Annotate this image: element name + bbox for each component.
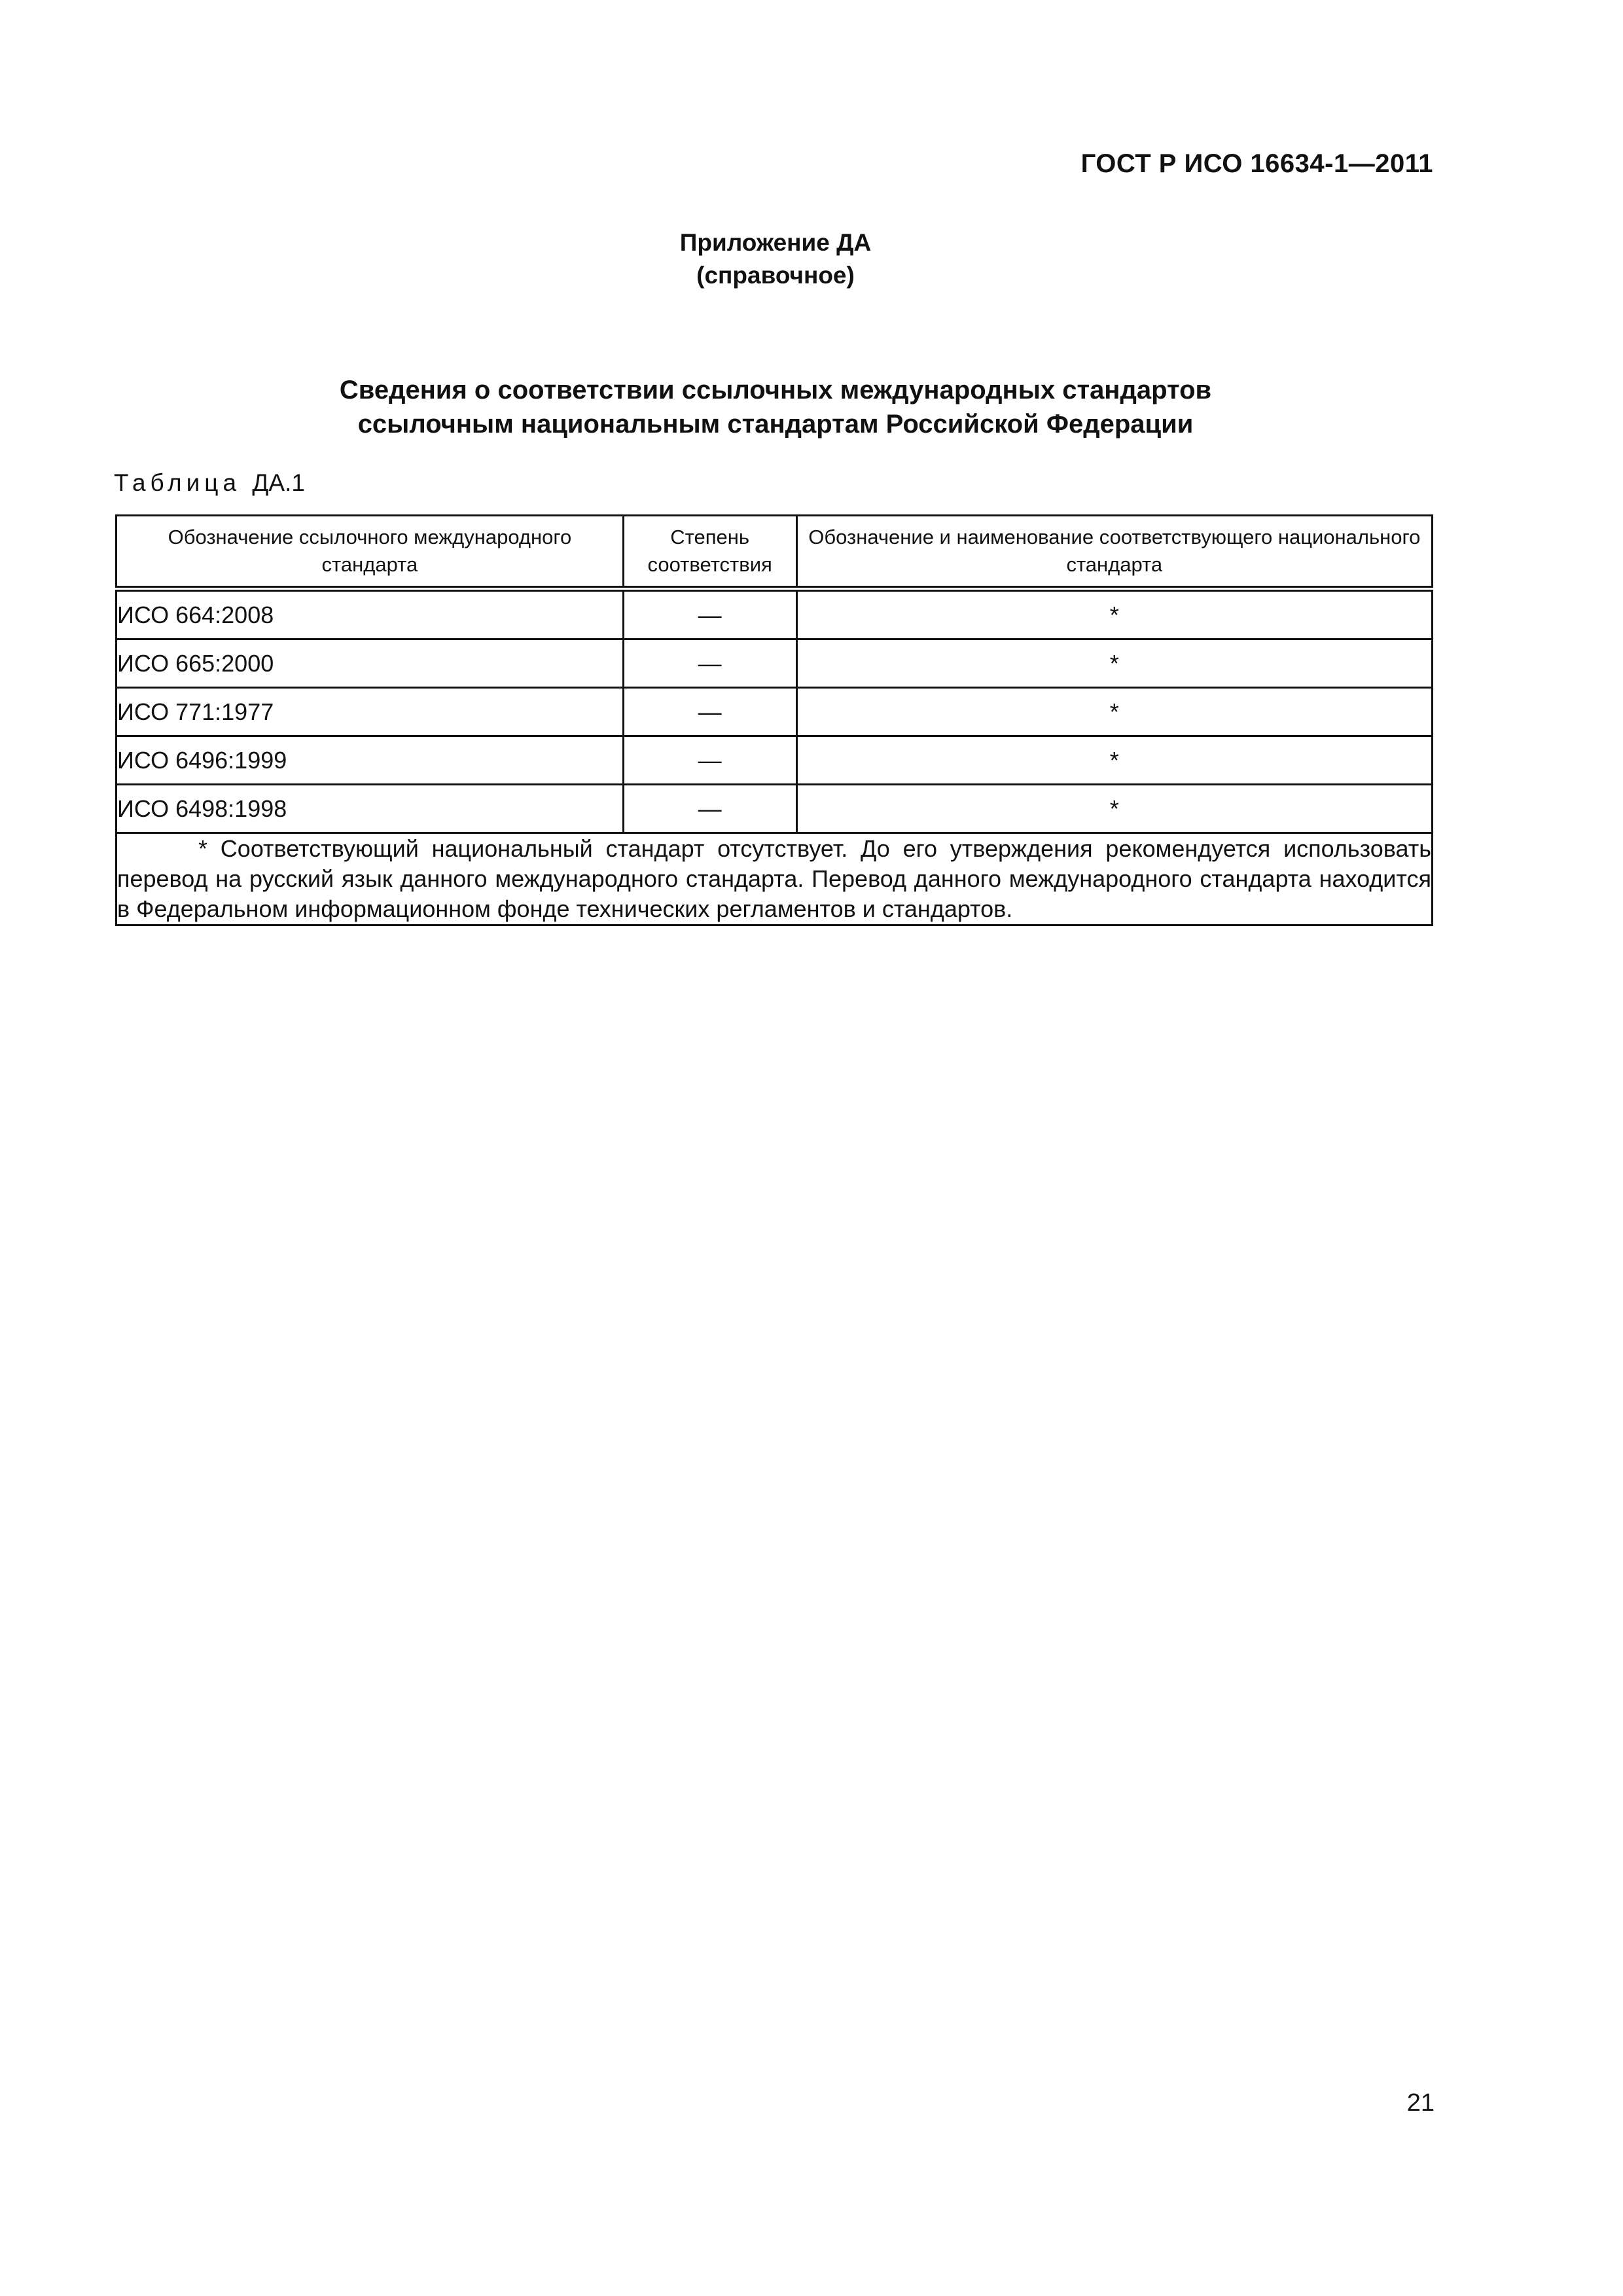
correspondence-degree-cell: —: [623, 785, 796, 833]
national-standard-cell: *: [796, 589, 1432, 639]
national-standard-cell: *: [796, 639, 1432, 688]
international-standard-cell: ИСО 771:1977: [116, 688, 624, 736]
appendix-heading: [0, 226, 1551, 292]
international-standard-cell: ИСО 6498:1998: [116, 785, 624, 833]
correspondence-degree-cell: —: [623, 639, 796, 688]
table-row: [116, 736, 1433, 785]
appendix-subtitle: (справочное): [696, 262, 855, 289]
column-header-national-standard: Обозначение и наименование соответствующего национального стандарта: [796, 516, 1432, 589]
table-footnote: [116, 833, 1433, 925]
document-code: ГОСТ Р ИСО 16634-1—2011: [1080, 149, 1433, 178]
correspondence-table: [115, 514, 1433, 926]
table-caption-label: Таблица: [114, 469, 241, 496]
footnote-text: * Соответствующий национальный стандарт отсутствует. До его утверждения рекомендуется использовать перевод на русский язык данного международного стандарта. Перевод данного международного стандарта находится в Федеральном информационном фонде технических регламентов и стандартов.: [117, 835, 1431, 922]
page-number: 21: [1406, 2089, 1435, 2117]
table-caption-number: ДА.1: [252, 469, 305, 496]
international-standard-cell: ИСО 664:2008: [116, 589, 624, 639]
table-row: [116, 589, 1433, 639]
table-footnote-row: [116, 833, 1433, 925]
column-header-correspondence-degree: Степень соответствия: [623, 516, 796, 589]
table-caption: [114, 469, 305, 497]
column-header-international-standard: Обозначение ссылочного международного стандарта: [116, 516, 624, 589]
correspondence-degree-cell: —: [623, 688, 796, 736]
table-header-row: [116, 516, 1433, 589]
national-standard-cell: *: [796, 688, 1432, 736]
section-title-line-1: Сведения о соответствии ссылочных международных стандартов: [339, 376, 1212, 404]
national-standard-cell: *: [796, 736, 1432, 785]
table-row: [116, 785, 1433, 833]
correspondence-degree-cell: —: [623, 736, 796, 785]
national-standard-cell: *: [796, 785, 1432, 833]
section-title: [0, 373, 1551, 441]
appendix-title: Приложение ДА: [679, 229, 872, 256]
correspondence-degree-cell: —: [623, 589, 796, 639]
table-row: [116, 688, 1433, 736]
international-standard-cell: ИСО 665:2000: [116, 639, 624, 688]
table-row: [116, 639, 1433, 688]
section-title-line-2: ссылочным национальным стандартам Российской Федерации: [357, 410, 1194, 439]
international-standard-cell: ИСО 6496:1999: [116, 736, 624, 785]
